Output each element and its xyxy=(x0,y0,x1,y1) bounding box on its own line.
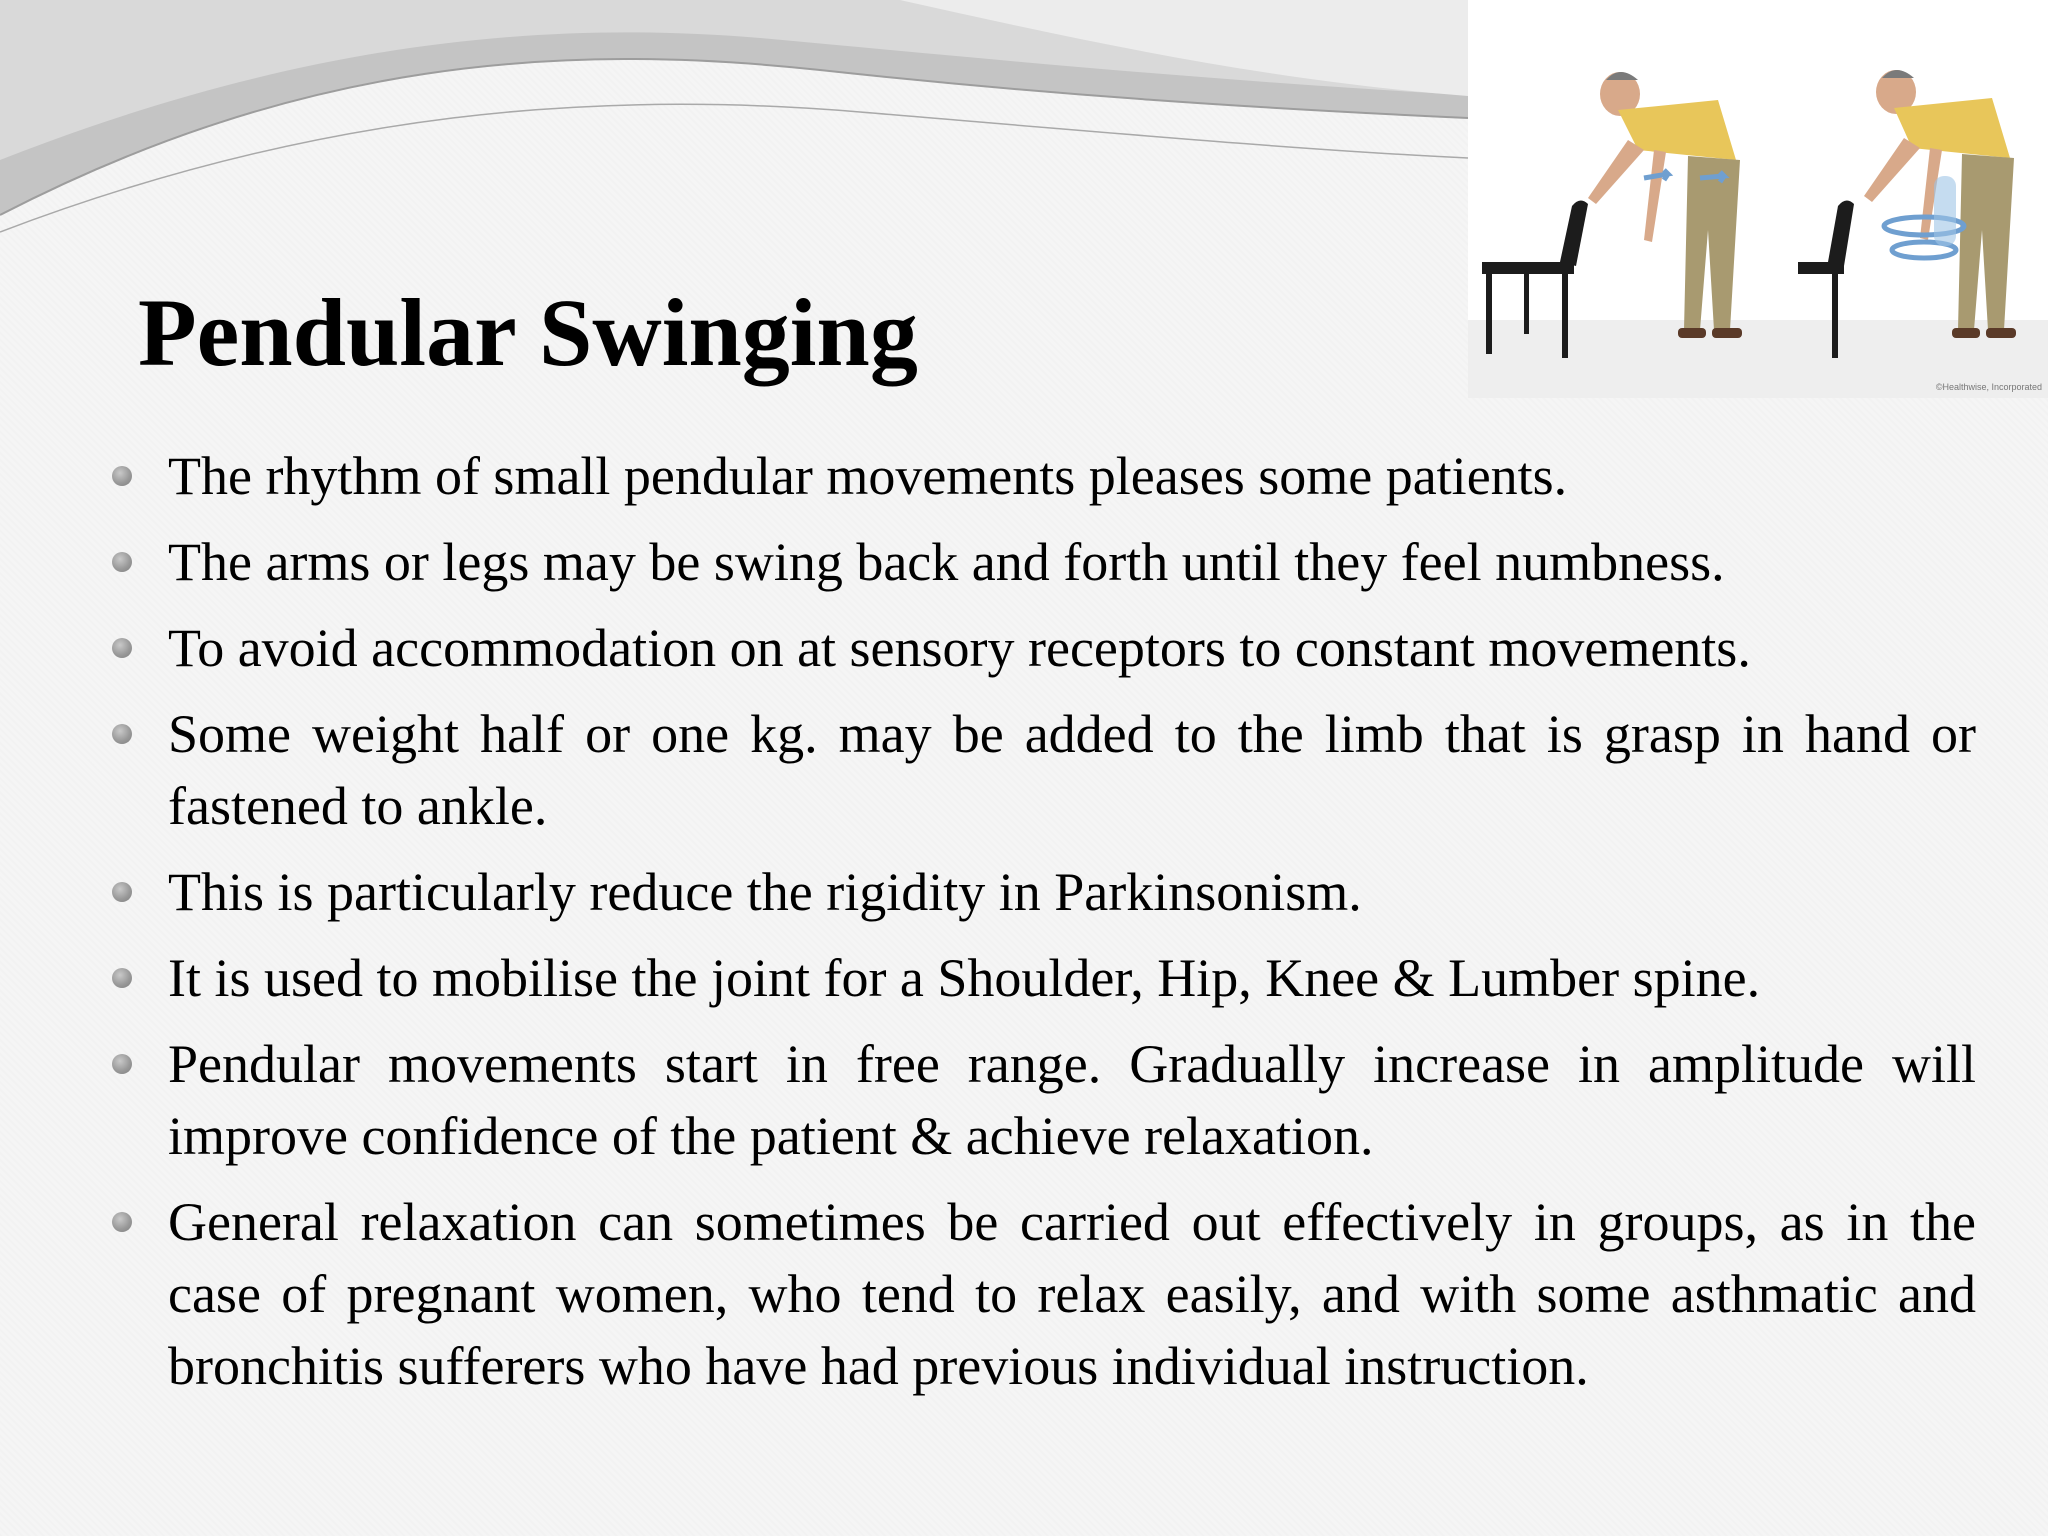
pendular-exercise-illustration xyxy=(1468,0,2048,398)
bullet-dot-icon xyxy=(112,466,132,486)
bullet-text: General relaxation can sometimes be carried out effectively in groups, as in the case of pregnant women, who tend to relax easily, and with some asthmatic and bronchitis sufferers who have had previous individual instruction. xyxy=(168,1192,1976,1396)
bullet-text: It is used to mobilise the joint for a Shoulder, Hip, Knee & Lumber spine. xyxy=(168,948,1761,1008)
bullet-dot-icon xyxy=(112,724,132,744)
bullet-item xyxy=(110,856,1976,928)
bullet-dot-icon xyxy=(112,968,132,988)
bullet-item xyxy=(110,1028,1976,1172)
bullet-text: This is particularly reduce the rigidity in Parkinsonism. xyxy=(168,862,1362,922)
bullet-dot-icon xyxy=(112,552,132,572)
bullet-list xyxy=(110,440,1976,1416)
bullet-dot-icon xyxy=(112,638,132,658)
bullet-dot-icon xyxy=(112,882,132,902)
bullet-text: The arms or legs may be swing back and forth until they feel numbness. xyxy=(168,532,1725,592)
bullet-text: Some weight half or one kg. may be added to the limb that is grasp in hand or fastened to ankle. xyxy=(168,704,1976,836)
image-credit: ©Healthwise, Incorporated xyxy=(1935,382,2042,392)
bullet-item xyxy=(110,526,1976,598)
bullet-text: To avoid accommodation on at sensory receptors to constant movements. xyxy=(168,618,1751,678)
bullet-item xyxy=(110,698,1976,842)
bullet-text: The rhythm of small pendular movements pleases some patients. xyxy=(168,446,1568,506)
bullet-item xyxy=(110,440,1976,512)
bullet-item xyxy=(110,612,1976,684)
bullet-dot-icon xyxy=(112,1212,132,1232)
slide-title: Pendular Swinging xyxy=(138,279,918,386)
pendular-exercise-icon xyxy=(1468,0,2048,398)
bullet-dot-icon xyxy=(112,1054,132,1074)
bullet-item xyxy=(110,942,1976,1014)
bullet-item xyxy=(110,1186,1976,1402)
bullet-text: Pendular movements start in free range. Gradually increase in amplitude will improve confidence of the patient & achieve relaxation. xyxy=(168,1034,1976,1166)
